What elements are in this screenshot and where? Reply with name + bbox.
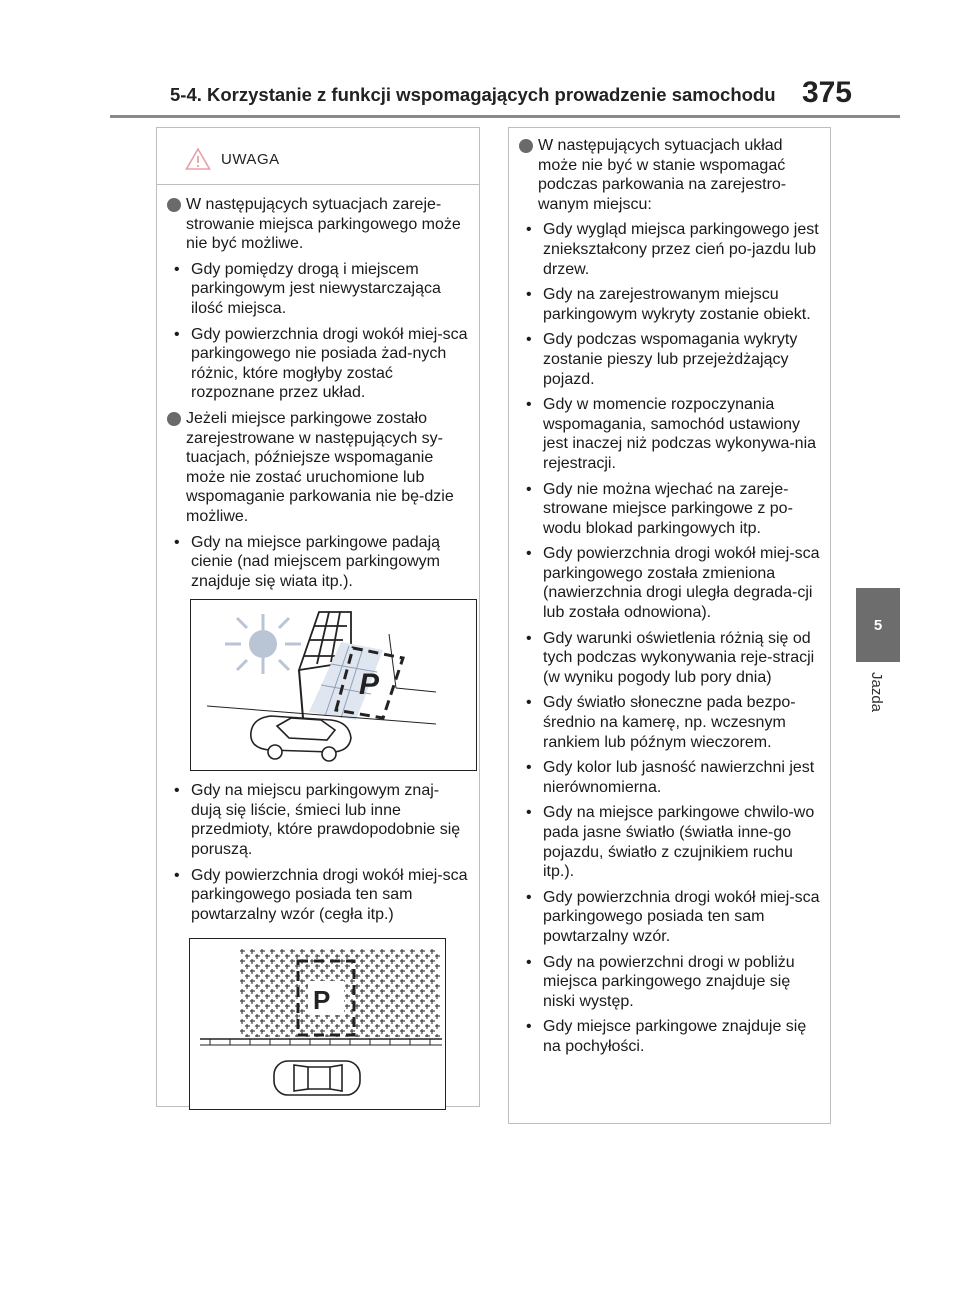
- chapter-tab: 5: [856, 588, 900, 662]
- list-item: • Gdy na miejsce parkingowe chwilo-wo pada jasne światło (światła inne-go pojazdu, światło z czujnikiem ruchu itp.).: [519, 803, 820, 881]
- list-item: • Gdy powierzchnia drogi wokół miej-sca parkingowego posiada ten sam powtarzalny wzór (cegła itp.): [167, 866, 469, 925]
- list-item: • Gdy powierzchnia drogi wokół miej-sca parkingowego została zmieniona (nawierzchnia drogi uległa degrada-cji lub została odnowiona).: [519, 544, 820, 622]
- list-item: • Gdy na miejscu parkingowym znaj-dują się liście, śmieci lub inne przedmioty, które prawdopodobnie się poruszą.: [167, 781, 469, 859]
- left-bullet-2: Jeżeli miejsce parkingowe zostało zarejestrowane w następujących sy-tuacjach, późniejsze wspomaganie może nie zostać uruchomione lub wspomaganie parkowania nie bę-dzie możliwe.: [167, 409, 469, 527]
- list-item: • Gdy na miejsce parkingowe padają cienie (nad miejscem parkingowym znajduje się wiata itp.).: [167, 533, 469, 592]
- caution-box-right: [508, 127, 831, 1124]
- list-item: • Gdy wygląd miejsca parkingowego jest zniekształcony przez cień po-jazdu lub drzew.: [519, 220, 820, 279]
- list-item: • Gdy w momencie rozpoczynania wspomagania, samochód ustawiony jest inaczej niż podczas wykonywa-nia rejestracji.: [519, 395, 820, 473]
- header-rule: [110, 115, 900, 118]
- bullet-dot-icon: [519, 139, 533, 153]
- car-icon: [251, 716, 351, 761]
- list-item: • Gdy na zarejestrowanym miejscu parkingowym wykryty zostanie obiekt.: [519, 285, 820, 324]
- figure-shadow-parking: [190, 599, 477, 771]
- caution-label: UWAGA: [221, 150, 280, 168]
- list-item: • Gdy nie można wjechać na zareje-strowane miejsce parkingowe z po-wodu blokad parkingowych itp.: [519, 480, 820, 539]
- parking-p-label: P: [313, 985, 331, 1016]
- list-item: • Gdy kolor lub jasność nawierzchni jest nierównomierna.: [519, 758, 820, 797]
- caution-box-left: [156, 127, 480, 1107]
- list-item: • Gdy na powierzchni drogi w pobliżu miejsca parkingowego znajduje się niski występ.: [519, 953, 820, 1012]
- page-header-title: 5-4. Korzystanie z funkcji wspomagających prowadzenie samochodu: [170, 84, 776, 105]
- car-icon: [274, 1061, 360, 1095]
- page-number: 375: [801, 76, 852, 109]
- bullet-dot-icon: [167, 412, 181, 426]
- parking-p-label: P: [359, 668, 380, 702]
- list-item: • Gdy pomiędzy drogą i miejscem parkingowym jest niewystarczająca ilość miejsca.: [167, 260, 469, 319]
- list-item: • Gdy powierzchnia drogi wokół miej-sca parkingowego nie posiada żad-nych różnic, które mogłyby zostać rozpoznane przez układ.: [167, 325, 469, 403]
- figure-brick-pattern: [189, 938, 446, 1110]
- list-item: • Gdy podczas wspomagania wykryty zostanie pieszy lub przejeżdżający pojazd.: [519, 330, 820, 389]
- chapter-label: Jazda: [868, 672, 885, 713]
- warning-triangle-icon: [185, 147, 211, 171]
- list-item: • Gdy warunki oświetlenia różnią się od tych podczas wykonywania reje-stracji (w wyniku pogody lub pory dnia): [519, 629, 820, 688]
- left-bullet-1: W następujących sytuacjach zareje-strowanie miejsca parkingowego może nie być możliwe.: [167, 195, 469, 254]
- list-item: • Gdy powierzchnia drogi wokół miej-sca parkingowego posiada ten sam powtarzalny wzór.: [519, 888, 820, 947]
- caution-divider: [157, 184, 479, 185]
- bullet-dot-icon: [167, 198, 181, 212]
- list-item: • Gdy miejsce parkingowe znajduje się na pochyłości.: [519, 1017, 820, 1056]
- right-bullet-1: W następujących sytuacjach układ może nie być w stanie wspomagać podczas parkowania na zarejestro-wanym miejscu:: [519, 136, 820, 214]
- list-item: • Gdy światło słoneczne pada bezpo-średnio na kamerę, np. wczesnym rankiem lub późnym wieczorem.: [519, 693, 820, 752]
- caution-header: [185, 146, 469, 172]
